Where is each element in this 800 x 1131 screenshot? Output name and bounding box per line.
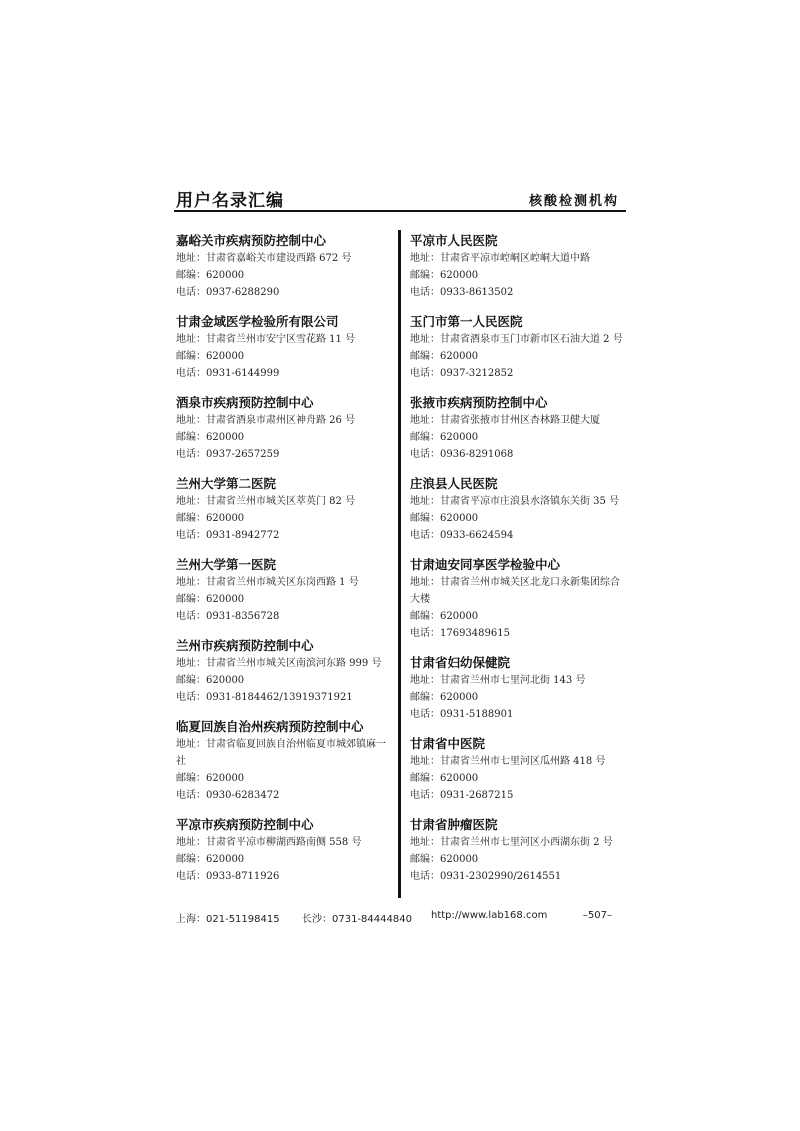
entry-phone: 电话：0936-8291068 xyxy=(410,449,514,460)
entry-address: 地址：甘肃省平凉市崆峒区崆峒大道中路 xyxy=(410,253,590,264)
directory-entry xyxy=(176,556,396,625)
entry-phone: 电话：0933-8613502 xyxy=(410,287,514,298)
column-divider xyxy=(398,230,401,898)
entry-phone: 电话：0931-6144999 xyxy=(176,368,280,379)
footer-changsha-phone: 长沙：0731-84444840 xyxy=(302,914,412,925)
header-category-title: 核酸检测机构 xyxy=(528,194,619,209)
entry-address: 地址：甘肃省兰州市安宁区雪花路 11 号 xyxy=(176,334,356,345)
entry-postcode: 邮编：620000 xyxy=(410,611,479,622)
page-footer xyxy=(176,910,626,926)
entry-address: 地址：甘肃省平凉市柳湖西路南侧 558 号 xyxy=(176,837,362,848)
footer-website: http://www.lab168.com xyxy=(431,910,548,921)
entry-postcode: 邮编：620000 xyxy=(176,270,245,281)
entry-postcode: 邮编：620000 xyxy=(176,432,245,443)
entry-phone: 电话：0933-6624594 xyxy=(410,530,514,541)
entry-postcode: 邮编：620000 xyxy=(410,854,479,865)
entry-name: 甘肃迪安同享医学检验中心 xyxy=(410,557,561,572)
directory-entry xyxy=(410,394,630,463)
entry-phone: 电话：17693489615 xyxy=(410,628,510,639)
entry-phone: 电话：0937-3212852 xyxy=(410,368,514,379)
directory-entry xyxy=(410,232,630,301)
entry-postcode: 邮编：620000 xyxy=(176,854,245,865)
entry-postcode: 邮编：620000 xyxy=(176,773,245,784)
entry-address: 地址：甘肃省平凉市庄浪县水洛镇东关街 35 号 xyxy=(410,496,620,507)
entry-name: 张掖市疾病预防控制中心 xyxy=(410,395,548,410)
entry-phone: 电话：0930-6283472 xyxy=(176,790,280,801)
footer-shanghai-phone: 上海：021-51198415 xyxy=(176,914,280,925)
entry-phone: 电话：0931-2687215 xyxy=(410,790,514,801)
entry-phone: 电话：0933-8711926 xyxy=(176,871,280,882)
entry-name: 甘肃省肿瘤医院 xyxy=(410,817,498,832)
entry-postcode: 邮编：620000 xyxy=(410,773,479,784)
entry-name: 玉门市第一人民医院 xyxy=(410,314,523,329)
entry-name: 平凉市人民医院 xyxy=(410,233,498,248)
entry-postcode: 邮编：620000 xyxy=(410,692,479,703)
entry-address: 地址：甘肃省酒泉市玉门市新市区石油大道 2 号 xyxy=(410,334,623,345)
entry-address: 地址：甘肃省兰州市七里河北街 143 号 xyxy=(410,675,586,686)
entry-phone: 电话：0931-8356728 xyxy=(176,611,280,622)
entry-address: 地址：甘肃省兰州市城关区萃英门 82 号 xyxy=(176,496,356,507)
directory-entry xyxy=(176,313,396,382)
entry-name: 酒泉市疾病预防控制中心 xyxy=(176,395,314,410)
entry-name: 甘肃金域医学检验所有限公司 xyxy=(176,314,339,329)
header-section-title: 用户名录汇编 xyxy=(176,191,284,211)
entry-name: 兰州市疾病预防控制中心 xyxy=(176,638,314,653)
page-number: –507– xyxy=(582,910,612,921)
directory-entry xyxy=(176,718,396,804)
right-column xyxy=(410,232,630,897)
directory-entry xyxy=(176,816,396,885)
entry-name: 兰州大学第一医院 xyxy=(176,557,277,572)
directory-entry xyxy=(176,637,396,706)
entry-address: 地址：甘肃省酒泉市肃州区神舟路 26 号 xyxy=(176,415,356,426)
directory-entry xyxy=(410,475,630,544)
directory-entry xyxy=(176,394,396,463)
entry-name: 庄浪县人民医院 xyxy=(410,476,498,491)
entry-name: 甘肃省妇幼保健院 xyxy=(410,655,511,670)
header-rule xyxy=(174,210,626,212)
entry-name: 临夏回族自治州疾病预防控制中心 xyxy=(176,719,364,734)
entry-postcode: 邮编：620000 xyxy=(176,675,245,686)
directory-entry xyxy=(410,816,630,885)
entry-phone: 电话：0931-8184462/13919371921 xyxy=(176,692,353,703)
entry-address: 地址：甘肃省兰州市城关区北龙口永新集团综合大楼 xyxy=(410,577,620,605)
directory-entry xyxy=(410,654,630,723)
entry-postcode: 邮编：620000 xyxy=(410,270,479,281)
entry-address: 地址：甘肃省嘉峪关市建设西路 672 号 xyxy=(176,253,352,264)
left-column xyxy=(176,232,396,897)
directory-entry xyxy=(410,735,630,804)
entry-phone: 电话：0937-6288290 xyxy=(176,287,280,298)
entry-postcode: 邮编：620000 xyxy=(410,351,479,362)
entry-phone: 电话：0931-2302990/2614551 xyxy=(410,871,562,882)
entry-postcode: 邮编：620000 xyxy=(176,594,245,605)
entry-address: 地址：甘肃省兰州市七里河区瓜州路 418 号 xyxy=(410,756,606,767)
entry-postcode: 邮编：620000 xyxy=(176,513,245,524)
entry-address: 地址：甘肃省临夏回族自治州临夏市城郊镇麻一社 xyxy=(176,739,386,767)
directory-entry xyxy=(176,475,396,544)
entry-phone: 电话：0931-8942772 xyxy=(176,530,280,541)
entry-name: 嘉峪关市疾病预防控制中心 xyxy=(176,233,327,248)
entry-address: 地址：甘肃省兰州市七里河区小西湖东街 2 号 xyxy=(410,837,613,848)
directory-entry xyxy=(176,232,396,301)
entry-address: 地址：甘肃省张掖市甘州区杏林路卫健大厦 xyxy=(410,415,600,426)
entry-address: 地址：甘肃省兰州市城关区南滨河东路 999 号 xyxy=(176,658,382,669)
entry-postcode: 邮编：620000 xyxy=(410,432,479,443)
directory-entry xyxy=(410,313,630,382)
entry-name: 甘肃省中医院 xyxy=(410,736,486,751)
entry-name: 兰州大学第二医院 xyxy=(176,476,277,491)
entry-postcode: 邮编：620000 xyxy=(176,351,245,362)
directory-entry xyxy=(410,556,630,642)
entry-postcode: 邮编：620000 xyxy=(410,513,479,524)
entry-phone: 电话：0931-5188901 xyxy=(410,709,514,720)
entry-address: 地址：甘肃省兰州市城关区东岗西路 1 号 xyxy=(176,577,359,588)
entry-name: 平凉市疾病预防控制中心 xyxy=(176,817,314,832)
entry-phone: 电话：0937-2657259 xyxy=(176,449,280,460)
